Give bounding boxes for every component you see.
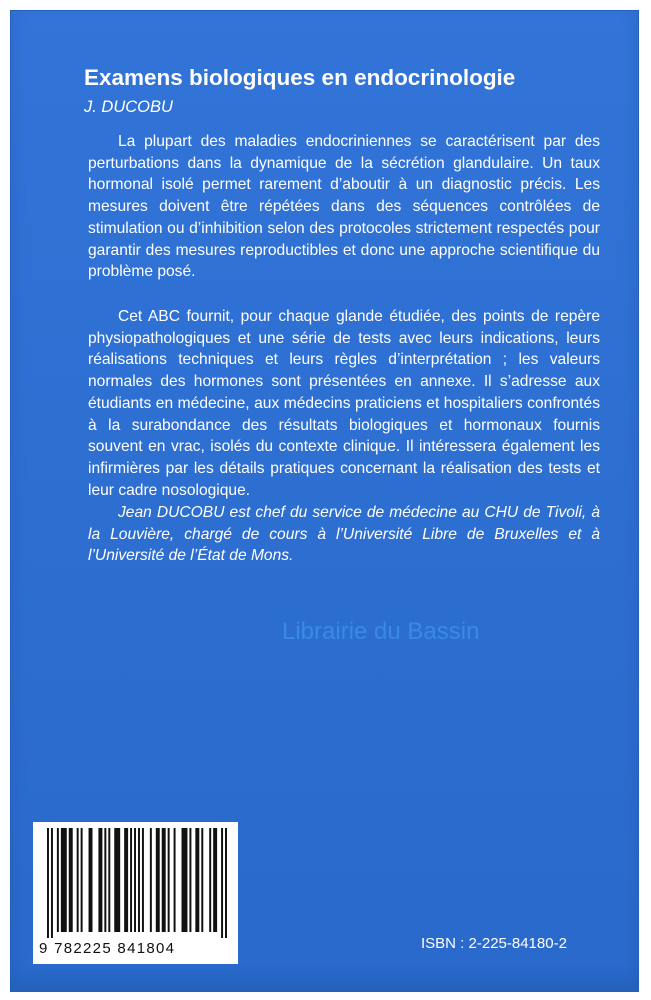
barcode-bar bbox=[213, 828, 217, 932]
barcode-bar bbox=[114, 828, 120, 932]
blurb bbox=[88, 131, 600, 567]
barcode-bar bbox=[201, 828, 203, 932]
barcode-bar bbox=[57, 828, 59, 932]
barcode-bar bbox=[77, 828, 79, 932]
barcode-bar bbox=[150, 828, 152, 932]
barcode-bar bbox=[124, 828, 128, 932]
barcode-bar bbox=[209, 828, 211, 932]
blurb-paragraph-1: La plupart des maladies endocriniennes se caractérisent par des perturbations dans la dynamique de la sécrétion glandulaire. Un taux hormonal isolé permet rarement d’aboutir à un diagnostic précis. Les mesures doivent être répétées dans des séquences contrôlées de stimulation ou d’inhibition selon des protocoles strictement respectés pour garantir des mesures reproductibles et donc une approche scientifique du problème posé. bbox=[88, 133, 600, 281]
barcode-bar bbox=[98, 828, 102, 932]
barcode-bar bbox=[130, 828, 132, 932]
isbn-label: ISBN : 2-225-84180-2 bbox=[421, 935, 567, 952]
bookseller-watermark: Librairie du Bassin bbox=[282, 618, 480, 645]
book-author: J. DUCOBU bbox=[84, 98, 173, 116]
barcode-bar bbox=[225, 828, 227, 938]
barcode-bar bbox=[134, 828, 136, 932]
barcode-bar bbox=[142, 828, 144, 932]
barcode-bar bbox=[138, 828, 140, 932]
barcode-bar bbox=[51, 828, 53, 938]
barcode-bar bbox=[168, 828, 170, 932]
barcode-bar bbox=[108, 828, 110, 932]
barcode-bar bbox=[174, 828, 176, 932]
barcode-bar bbox=[221, 828, 223, 938]
barcode-bar bbox=[81, 828, 83, 932]
barcode-bar bbox=[182, 828, 188, 932]
barcode-bar bbox=[89, 828, 93, 932]
barcode-bar bbox=[162, 828, 166, 932]
barcode-bar bbox=[47, 828, 49, 938]
barcode-bar bbox=[156, 828, 160, 932]
barcode-panel bbox=[33, 822, 238, 964]
book-title: Examens biologiques en endocrinologie bbox=[84, 65, 516, 90]
barcode-bar bbox=[195, 828, 199, 932]
barcode-bar bbox=[104, 828, 106, 932]
barcode-bar bbox=[69, 828, 73, 932]
barcode-image bbox=[47, 828, 227, 938]
barcode-number: 9 782225 841804 bbox=[39, 940, 176, 957]
blurb-paragraph-2: Cet ABC fournit, pour chaque glande étudiée, des points de repère physiopathologiques et une série de tests avec leurs indications, leurs réalisations techniques et leurs règles d’interprétation ; les valeurs normales des hormones sont présentées en annexe. Il s’adresse aux étudiants en médecine, aux médecins praticiens et hospitaliers confrontés à la surabondance des résultats biologiques et hormonaux fournis souvent en vrac, isolés du contexte clinique. Il intéressera également les infirmières par les détails pratiques concernant la réalisation des tests et leur cadre nosologique. bbox=[88, 308, 600, 499]
barcode-bar bbox=[189, 828, 191, 932]
author-bio: Jean DUCOBU est chef du service de médecine au CHU de Tivoli, à la Louvière, chargé de cours à l’Université Libre de Bruxelles et à l’Université de l’État de Mons. bbox=[88, 504, 600, 565]
barcode-bar bbox=[61, 828, 67, 932]
